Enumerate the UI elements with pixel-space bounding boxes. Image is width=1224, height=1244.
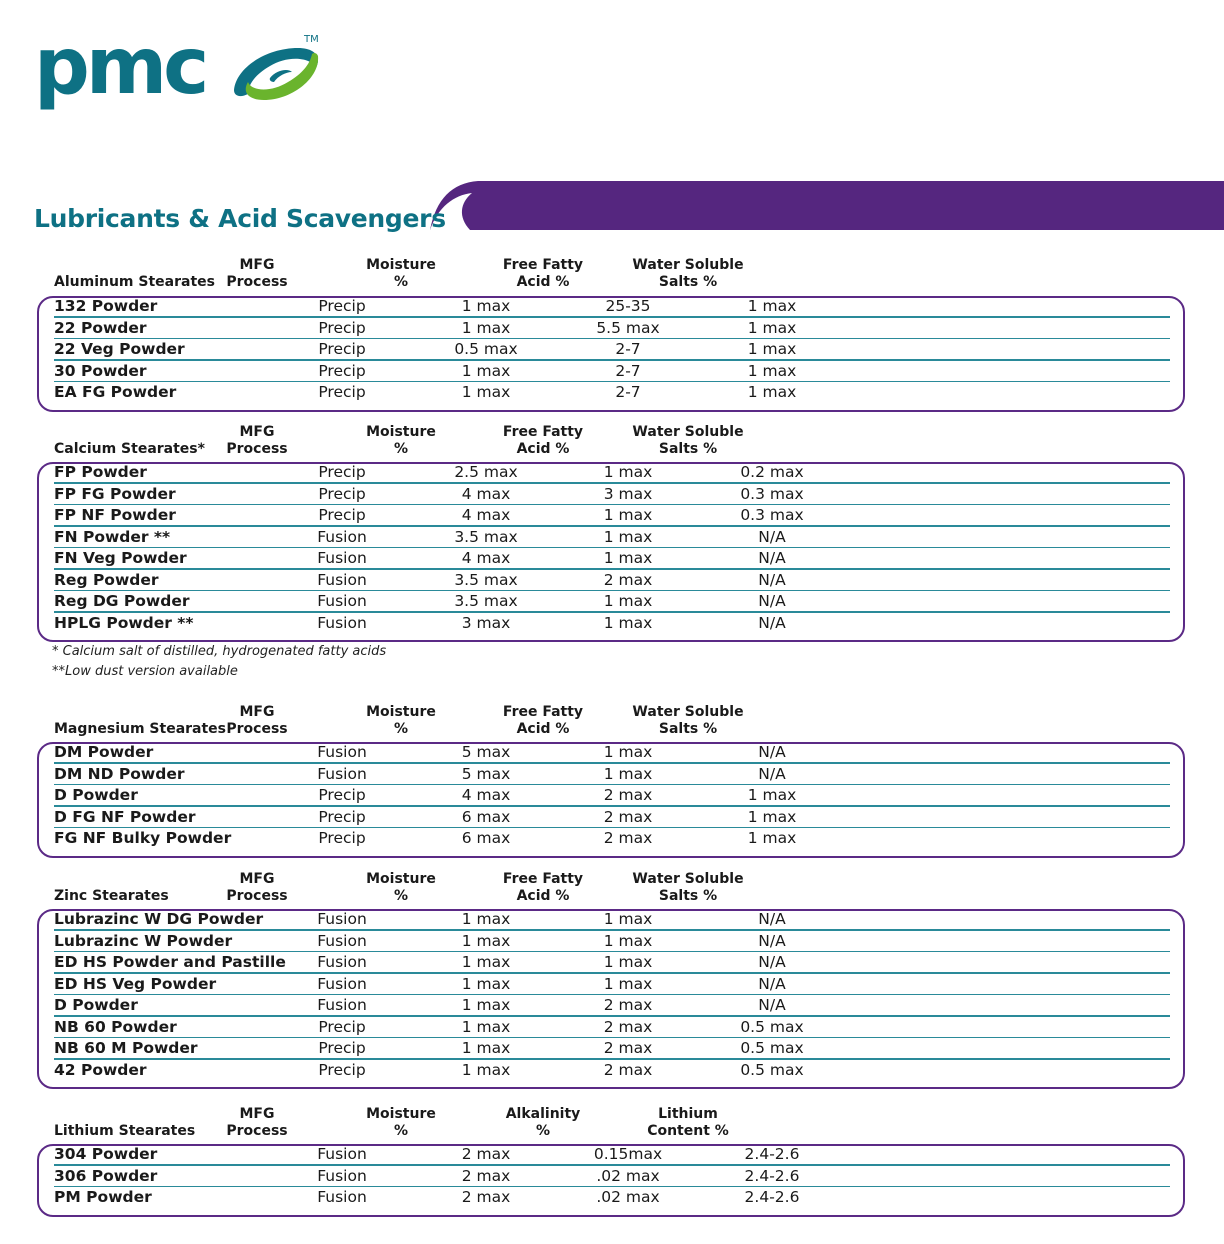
product-name: FP NF Powder xyxy=(54,506,176,524)
column-header-line: MFG xyxy=(239,257,275,273)
spec-value: 5 max xyxy=(461,743,511,761)
spec-value: 1 max xyxy=(461,931,511,950)
spec-value: Precip xyxy=(318,1060,366,1079)
column-header-line: Free Fatty xyxy=(502,257,584,273)
footnotes xyxy=(52,642,386,682)
spec-value: 25-35 xyxy=(605,297,651,315)
table-row xyxy=(54,296,1170,318)
spec-value: 1 max xyxy=(603,613,653,632)
footnote-calcium: * Calcium salt of distilled, hydrogenated fatty acids xyxy=(52,644,387,659)
column-header-line: Water Soluble xyxy=(632,424,744,440)
product-name: Reg DG Powder xyxy=(54,592,190,610)
spec-value: N/A xyxy=(758,527,786,546)
spec-value: 1 max xyxy=(603,743,653,761)
column-header-line: Process xyxy=(226,441,288,457)
spec-value: N/A xyxy=(758,549,786,567)
column-header-line: Acid % xyxy=(516,274,570,290)
spec-value: Fusion xyxy=(317,527,367,546)
column-header xyxy=(603,1106,773,1140)
column-header-line: Process xyxy=(226,1123,288,1139)
spec-value: Precip xyxy=(318,361,366,380)
table-row xyxy=(54,548,1170,570)
table-row xyxy=(54,828,1170,850)
spec-value: 6 max xyxy=(461,829,511,847)
spec-value: 0.5 max xyxy=(740,1060,804,1079)
table-row xyxy=(54,613,1170,635)
spec-value: 1 max xyxy=(747,340,797,358)
table-row xyxy=(54,995,1170,1017)
table-row xyxy=(54,527,1170,549)
product-name: FN Powder ** xyxy=(54,527,171,546)
spec-value: 3.5 max xyxy=(454,527,518,546)
spec-value: Fusion xyxy=(317,549,367,567)
table-row xyxy=(54,591,1170,613)
column-header xyxy=(603,424,773,458)
table-row xyxy=(54,318,1170,340)
spec-value: 1 max xyxy=(461,318,511,337)
spec-value: 2.4-2.6 xyxy=(744,1145,800,1163)
spec-value: Precip xyxy=(318,506,366,524)
spec-value: 2-7 xyxy=(615,383,641,401)
product-name: D FG NF Powder xyxy=(54,807,196,826)
spec-value: 1 max xyxy=(603,910,653,928)
spec-value: 1 max xyxy=(461,383,511,401)
spec-value: 1 max xyxy=(747,807,797,826)
spec-value: 6 max xyxy=(461,807,511,826)
spec-value: 5 max xyxy=(461,764,511,783)
column-header-line: Alkalinity xyxy=(505,1106,581,1122)
column-header-line: % xyxy=(393,274,409,290)
column-header-line: Salts % xyxy=(658,274,718,290)
spec-value: 1 max xyxy=(461,1039,511,1057)
product-name: PM Powder xyxy=(54,1188,152,1206)
spec-value: 1 max xyxy=(747,829,797,847)
column-header-line: % xyxy=(393,721,409,737)
table-row xyxy=(54,382,1170,404)
table-row xyxy=(54,1144,1170,1166)
spec-value: 2 max xyxy=(603,996,653,1014)
product-name: EA FG Powder xyxy=(54,383,177,401)
spec-value: 1 max xyxy=(603,953,653,971)
spec-value: 2.5 max xyxy=(454,463,518,481)
page-title: Lubricants & Acid Scavengers xyxy=(34,204,446,233)
table-row xyxy=(54,742,1170,764)
column-header-line: Process xyxy=(226,721,288,737)
product-name: FP FG Powder xyxy=(54,484,176,503)
spec-value: 5.5 max xyxy=(596,318,660,337)
spec-value: 1 max xyxy=(461,910,511,928)
spec-value: 0.5 max xyxy=(454,340,518,358)
column-header-line: Moisture xyxy=(366,871,436,887)
category-title-zinc-stearates: Zinc Stearates xyxy=(54,888,169,904)
spec-value: 2.4-2.6 xyxy=(744,1188,800,1206)
spec-value: 1 max xyxy=(747,383,797,401)
spec-value: Fusion xyxy=(317,1166,367,1185)
column-header-line: MFG xyxy=(239,424,275,440)
spec-value: 2 max xyxy=(461,1145,511,1163)
category-title-lithium-stearates: Lithium Stearates xyxy=(54,1123,196,1139)
spec-value: 1 max xyxy=(461,1060,511,1079)
table-row xyxy=(54,1187,1170,1209)
swirl-logo-icon xyxy=(226,38,326,108)
spec-value: N/A xyxy=(758,743,786,761)
spec-value: 4 max xyxy=(461,484,511,503)
spec-value: Precip xyxy=(318,383,366,401)
spec-value: 1 max xyxy=(603,463,653,481)
spec-value: 1 max xyxy=(747,318,797,337)
spec-value: Precip xyxy=(318,807,366,826)
spec-value: 2 max xyxy=(461,1188,511,1206)
spec-value: Precip xyxy=(318,786,366,804)
spec-value: 1 max xyxy=(461,974,511,993)
table-row xyxy=(54,1038,1170,1060)
spec-value: .02 max xyxy=(596,1166,660,1185)
spec-value: Fusion xyxy=(317,974,367,993)
product-name: Lubrazinc W Powder xyxy=(54,931,233,950)
spec-value: 1 max xyxy=(603,506,653,524)
product-name: DM Powder xyxy=(54,743,154,761)
spec-value: 0.2 max xyxy=(740,463,804,481)
spec-value: 4 max xyxy=(461,506,511,524)
footnote-low-dust: **Low dust version available xyxy=(52,664,238,679)
product-name: FG NF Bulky Powder xyxy=(54,829,232,847)
spec-value: Fusion xyxy=(317,764,367,783)
column-header-line: Water Soluble xyxy=(632,704,744,720)
spec-value: Fusion xyxy=(317,570,367,589)
spec-value: 2 max xyxy=(603,807,653,826)
column-header-line: % xyxy=(535,1123,551,1139)
table-row xyxy=(54,570,1170,592)
header-banner xyxy=(430,181,1224,230)
spec-value: 1 max xyxy=(747,361,797,380)
column-header-line: Moisture xyxy=(366,1106,436,1122)
column-header-line: % xyxy=(393,441,409,457)
spec-value: 3.5 max xyxy=(454,570,518,589)
column-header xyxy=(603,871,773,905)
spec-value: N/A xyxy=(758,931,786,950)
spec-value: 2 max xyxy=(461,1166,511,1185)
spec-value: 2 max xyxy=(603,570,653,589)
table-row xyxy=(54,785,1170,807)
column-header-line: Moisture xyxy=(366,704,436,720)
product-name: DM ND Powder xyxy=(54,764,185,783)
table-row xyxy=(54,1060,1170,1082)
table-row xyxy=(54,764,1170,786)
column-header-line: Process xyxy=(226,274,288,290)
spec-value: 2 max xyxy=(603,786,653,804)
table-row xyxy=(54,339,1170,361)
spec-value: 1 max xyxy=(603,931,653,950)
spec-value: N/A xyxy=(758,613,786,632)
spec-value: Fusion xyxy=(317,1145,367,1163)
product-name: D Powder xyxy=(54,996,138,1014)
column-header-line: Salts % xyxy=(658,888,718,904)
category-title-aluminum-stearates: Aluminum Stearates xyxy=(54,274,215,290)
spec-value: 2 max xyxy=(603,1017,653,1036)
spec-value: 1 max xyxy=(603,764,653,783)
spec-value: Precip xyxy=(318,318,366,337)
spec-value: 0.3 max xyxy=(740,506,804,524)
product-name: Lubrazinc W DG Powder xyxy=(54,910,264,928)
column-header-line: MFG xyxy=(239,704,275,720)
spec-value: 1 max xyxy=(747,297,797,315)
spec-value: 0.5 max xyxy=(740,1039,804,1057)
spec-value: Precip xyxy=(318,463,366,481)
product-name: 132 Powder xyxy=(54,297,158,315)
column-header-line: Salts % xyxy=(658,721,718,737)
product-name: 22 Veg Powder xyxy=(54,340,185,358)
column-header-line: % xyxy=(393,888,409,904)
table-row xyxy=(54,505,1170,527)
spec-value: Fusion xyxy=(317,592,367,610)
column-header-line: Free Fatty xyxy=(502,704,584,720)
spec-value: Fusion xyxy=(317,931,367,950)
category-title-calcium-stearates: Calcium Stearates* xyxy=(54,441,205,457)
category-title-magnesium-stearates: Magnesium Stearates xyxy=(54,721,227,737)
spec-value: 1 max xyxy=(747,786,797,804)
pmc-logo xyxy=(34,22,334,126)
column-header-line: Free Fatty xyxy=(502,871,584,887)
spec-value: N/A xyxy=(758,996,786,1014)
spec-value: Precip xyxy=(318,340,366,358)
spec-value: 1 max xyxy=(461,297,511,315)
spec-value: N/A xyxy=(758,953,786,971)
spec-value: 1 max xyxy=(603,592,653,610)
spec-value: N/A xyxy=(758,910,786,928)
spec-value: Fusion xyxy=(317,1188,367,1206)
table-row xyxy=(54,1017,1170,1039)
product-name: 306 Powder xyxy=(54,1166,158,1185)
spec-value: N/A xyxy=(758,592,786,610)
column-header-line: % xyxy=(393,1123,409,1139)
product-name: D Powder xyxy=(54,786,138,804)
spec-value: 0.5 max xyxy=(740,1017,804,1036)
column-header-line: Moisture xyxy=(366,424,436,440)
column-header-line: Content % xyxy=(647,1123,729,1139)
spec-value: N/A xyxy=(758,974,786,993)
table-row xyxy=(54,361,1170,383)
trademark-symbol: TM xyxy=(304,34,319,45)
product-name: 304 Powder xyxy=(54,1145,158,1163)
table-row xyxy=(54,807,1170,829)
spec-value: 1 max xyxy=(461,361,511,380)
column-header-line: MFG xyxy=(239,1106,275,1122)
column-header-line: Free Fatty xyxy=(502,424,584,440)
spec-value: 1 max xyxy=(603,549,653,567)
logo-wordmark: pmc xyxy=(34,22,206,112)
table-row xyxy=(54,1166,1170,1188)
spec-value: Fusion xyxy=(317,910,367,928)
spec-value: Precip xyxy=(318,1039,366,1057)
column-header-line: Process xyxy=(226,888,288,904)
spec-value: 4 max xyxy=(461,786,511,804)
table-row xyxy=(54,484,1170,506)
product-name: ED HS Veg Powder xyxy=(54,974,217,993)
table-row xyxy=(54,952,1170,974)
spec-value: Precip xyxy=(318,829,366,847)
product-name: 22 Powder xyxy=(54,318,147,337)
product-name: 42 Powder xyxy=(54,1060,147,1079)
spec-value: .02 max xyxy=(596,1188,660,1206)
spec-value: Precip xyxy=(318,1017,366,1036)
spec-value: 4 max xyxy=(461,549,511,567)
product-name: ED HS Powder and Pastille xyxy=(54,953,286,971)
spec-value: 1 max xyxy=(461,996,511,1014)
product-name: Reg Powder xyxy=(54,570,159,589)
spec-value: Fusion xyxy=(317,613,367,632)
spec-value: 0.3 max xyxy=(740,484,804,503)
spec-value: 1 max xyxy=(461,1017,511,1036)
table-row xyxy=(54,931,1170,953)
column-header-line: Lithium xyxy=(658,1106,718,1122)
spec-value: Fusion xyxy=(317,953,367,971)
column-header-line: Salts % xyxy=(658,441,718,457)
product-name: NB 60 M Powder xyxy=(54,1039,198,1057)
spec-value: N/A xyxy=(758,570,786,589)
spec-value: 2-7 xyxy=(615,340,641,358)
spec-value: 1 max xyxy=(603,527,653,546)
table-row xyxy=(54,909,1170,931)
spec-value: 3.5 max xyxy=(454,592,518,610)
column-header-line: MFG xyxy=(239,871,275,887)
spec-value: Fusion xyxy=(317,743,367,761)
column-header-line: Acid % xyxy=(516,721,570,737)
spec-value: Precip xyxy=(318,484,366,503)
column-header xyxy=(603,704,773,738)
product-name: FN Veg Powder xyxy=(54,549,187,567)
column-header-line: Moisture xyxy=(366,257,436,273)
column-header-line: Water Soluble xyxy=(632,871,744,887)
spec-value: 2 max xyxy=(603,1039,653,1057)
product-name: 30 Powder xyxy=(54,361,147,380)
spec-value: 2-7 xyxy=(615,361,641,380)
product-name: NB 60 Powder xyxy=(54,1017,177,1036)
spec-value: 2 max xyxy=(603,1060,653,1079)
product-name: FP Powder xyxy=(54,463,147,481)
column-header-line: Acid % xyxy=(516,888,570,904)
spec-value: N/A xyxy=(758,764,786,783)
table-row xyxy=(54,974,1170,996)
product-name: HPLG Powder ** xyxy=(54,613,194,632)
column-header-line: Water Soluble xyxy=(632,257,744,273)
spec-value: 1 max xyxy=(461,953,511,971)
spec-value: 3 max xyxy=(603,484,653,503)
table-row xyxy=(54,462,1170,484)
spec-value: 1 max xyxy=(603,974,653,993)
column-header xyxy=(603,257,773,291)
column-header-line: Acid % xyxy=(516,441,570,457)
spec-value: Fusion xyxy=(317,996,367,1014)
spec-value: 2.4-2.6 xyxy=(744,1166,800,1185)
spec-value: 2 max xyxy=(603,829,653,847)
spec-value: 3 max xyxy=(461,613,511,632)
spec-value: Precip xyxy=(318,297,366,315)
spec-value: 0.15max xyxy=(593,1145,663,1163)
